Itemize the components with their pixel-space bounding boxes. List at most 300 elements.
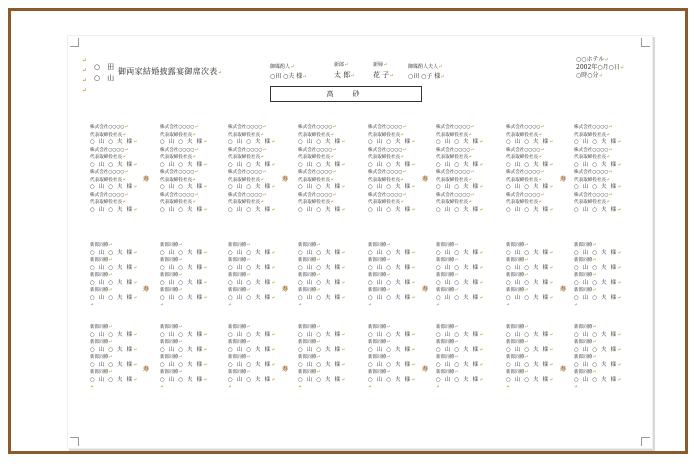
guest-company-text: 株式会社○○○○ [436,192,471,198]
paragraph-mark: ↵ [524,243,529,248]
guest-name-text: ○ 山 ○ 夫 様 [228,376,272,383]
paragraph-mark: ↵ [332,147,337,153]
guest-title [160,154,220,162]
guest-classmate [90,287,150,295]
paragraph-mark: ↵ [262,147,267,153]
guest-title [228,177,288,185]
guest-title [298,132,358,140]
guest-name-text: ○ 山 ○ 夫 様 [228,361,272,368]
paragraph-mark: ↵ [133,207,139,213]
guest-name-text: ○ 山 ○ 夫 様 [574,184,618,190]
guest-classmate-text: 新郎同僚 [90,243,109,248]
paragraph-mark: ↵ [479,265,485,271]
guest-title [436,177,496,185]
kotobuki-mark: 寿 [422,176,429,183]
guest-classmate-text: 新郎同僚 [298,340,317,345]
guest-name-text: ○ 山 ○ 夫 様 [90,346,134,353]
paragraph-mark: ↵ [228,385,232,390]
guest-classmate [298,272,358,280]
guest-title-text: 代表取締役社長 [298,200,331,205]
paragraph-mark: ↵ [549,265,555,271]
guest-name-text: ○ 山 ○ 夫 様 [160,184,204,190]
guest-name [436,162,496,170]
guest-classmate [436,242,496,250]
paragraph-mark: ↵ [246,288,251,293]
guest-title-text: 代表取締役社長 [368,200,401,205]
paragraph-mark: ↵ [524,325,529,330]
guest-name [506,362,566,370]
paragraph-mark: ↵ [592,258,597,263]
guest-name [368,332,428,340]
margin-mark: ↵ [82,67,88,74]
guest-classmate-text: 新郎同僚 [436,370,455,375]
guest-title [90,177,150,185]
guest-name [506,347,566,355]
guest-name-text: ○ 山 ○ 夫 様 [436,331,480,338]
guest-name-text: ○ 山 ○ 夫 様 [574,139,618,145]
guest-classmate-text: 新郎同僚 [160,340,179,345]
guest-name-text: ○ 山 ○ 夫 様 [160,161,204,168]
guest-name [574,280,634,288]
guest-name [298,265,358,273]
table-column [160,324,220,392]
guest-company [90,169,150,177]
guest-classmate [228,272,288,280]
paragraph-mark: ↵ [246,340,251,345]
guest-classmate-text: 新郎同僚 [506,243,525,248]
paragraph-mark: ↵ [604,57,609,63]
margin-marks [82,56,87,96]
paragraph-mark: ↵ [298,385,302,390]
guest-name-text: ○ 山 ○ 夫 様 [298,279,342,286]
paragraph-mark: ↵ [617,347,623,353]
guest-classmate [368,257,428,265]
matchmaker-label: 御媒酌人 [270,64,291,70]
paragraph-mark: ↵ [192,200,196,205]
table-column [506,242,566,310]
guest-company [298,147,358,155]
guest-name-text: ○ 山 ○ 夫 様 [506,346,550,353]
paragraph-mark: ↵ [549,207,555,213]
paragraph-mark: ↵ [479,185,485,190]
guest-title [228,199,288,207]
guest-name [368,162,428,170]
guest-company-text: 株式会社○○○○ [506,170,541,175]
guest-company [574,147,634,155]
guest-name-text: ○ 山 ○ 夫 様 [228,279,272,286]
guest-name-text: ○ 山 ○ 夫 様 [436,184,480,190]
guest-name-text: ○ 山 ○ 夫 様 [368,264,412,271]
head-table-takasago: 高 砂 [270,86,422,102]
guest-title [368,154,428,162]
guest-name-text: ○ 山 ○ 夫 様 [368,139,412,145]
paragraph-mark: ↵ [246,243,251,248]
guest-name-text: ○ 山 ○ 夫 様 [298,161,342,168]
guest-name [228,265,288,273]
guest-company-text: 株式会社○○○○ [368,192,403,198]
guest-name-text: ○ 山 ○ 夫 様 [90,376,134,383]
guest-name-text: ○ 山 ○ 夫 様 [160,249,204,256]
paragraph-mark: ↵ [133,362,139,368]
kotobuki-mark: 寿 [422,286,429,293]
guest-title [368,177,428,185]
guest-name-text: ○ 山 ○ 夫 様 [574,376,618,383]
paragraph-mark: ↵ [468,200,472,205]
paragraph-mark: ↵ [316,273,321,278]
guest-classmate [368,354,428,362]
guest-classmate [160,324,220,332]
guest-name [228,280,288,288]
guest-classmate [436,339,496,347]
paragraph-mark: ↵ [540,125,545,130]
guest-classmate [506,257,566,265]
guest-name [506,207,566,215]
guest-name-text: ○ 山 ○ 夫 様 [228,294,272,301]
paragraph-mark: ↵ [411,280,417,286]
paragraph-mark: ↵ [402,147,407,153]
paragraph-mark: ↵ [368,385,372,390]
guest-name-text: ○ 山 ○ 夫 様 [436,249,480,256]
guest-classmate-text: 新郎同僚 [368,258,387,263]
guest-company-text: 株式会社○○○○ [574,170,609,175]
paragraph-mark: ↵ [341,295,347,301]
guest-title [90,154,150,162]
guest-name [436,347,496,355]
guest-classmate-text: 新郎同僚 [368,243,387,248]
paragraph-mark: ↵ [341,185,347,190]
paragraph-mark: ↵ [203,185,209,190]
guest-classmate-text: 新郎同僚 [90,288,109,293]
guest-name [160,377,220,385]
guest-classmate [90,242,150,250]
guest-classmate [574,339,634,347]
guest-classmate-text: 新郎同僚 [298,355,317,360]
matchmaker-wife-name: ○田 ○子 様 [408,73,441,80]
guest-name [368,347,428,355]
guest-company [298,192,358,200]
guest-classmate [436,369,496,377]
paragraph-mark: ↵ [178,355,183,360]
guest-name [90,295,150,303]
guest-name [160,347,220,355]
paragraph-mark: ↵ [178,370,183,375]
guest-classmate [506,287,566,295]
guest-name-text: ○ 山 ○ 夫 様 [228,346,272,353]
paragraph-mark: ↵ [330,155,334,160]
paragraph-mark: ↵ [438,64,443,70]
guest-classmate [368,242,428,250]
guest-name-text: ○ 山 ○ 夫 様 [228,206,272,213]
venue-hotel: ○○ホテル [576,56,605,63]
guest-name [436,139,496,147]
guest-company [506,147,566,155]
guest-classmate [436,354,496,362]
guest-name [574,250,634,258]
paragraph-mark: ↵ [332,170,337,175]
guest-company [436,192,496,200]
guest-company [160,124,220,132]
guest-title [298,154,358,162]
guest-name-text: ○ 山 ○ 夫 様 [436,376,480,383]
guest-classmate-text: 新郎同僚 [574,273,593,278]
crop-mark-bottom-left [70,437,79,446]
paragraph-mark: ↵ [271,162,277,168]
paragraph-mark: ↵ [122,132,126,138]
guest-classmate [574,272,634,280]
guest-classmate-text: 新郎同僚 [506,340,525,345]
kotobuki-mark: 寿 [282,286,289,293]
guest-title-text: 代表取締役社長 [506,200,539,205]
paragraph-mark: ↵ [316,340,321,345]
paragraph-mark: ↵ [271,207,277,213]
guest-name-text: ○ 山 ○ 夫 様 [368,346,412,353]
paragraph-mark: ↵ [468,132,472,138]
guest-classmate [90,257,150,265]
paragraph-mark: ↵ [316,325,321,330]
paragraph-mark: ↵ [454,258,459,263]
paragraph-mark: ↵ [617,162,623,168]
paragraph-mark: ↵ [524,340,529,345]
paragraph-mark: ↵ [228,303,232,308]
guest-name [160,362,220,370]
paragraph-mark: ↵ [549,377,555,383]
guest-name-text: ○ 山 ○ 夫 様 [160,139,204,145]
margin-mark: ↵ [82,87,88,94]
paragraph-mark: ↵ [260,132,264,138]
guest-classmate-text: 新郎同僚 [90,340,109,345]
guest-classmate [436,324,496,332]
table-column [160,242,220,310]
paragraph-mark: ↵ [108,370,113,375]
guest-name-text: ○ 山 ○ 夫 様 [90,206,134,213]
guest-classmate [298,324,358,332]
guest-company-text: 株式会社○○○○ [368,125,403,130]
venue-date: 2002年○月○日 [576,64,620,71]
paragraph-mark: ↵ [122,155,126,160]
guest-company [228,192,288,200]
guest-company-text: 株式会社○○○○ [160,192,195,198]
paragraph-mark: ↵ [538,200,542,205]
guest-title-text: 代表取締役社長 [506,177,539,183]
guest-name-text: ○ 山 ○ 夫 様 [160,294,204,301]
guest-title-text: 代表取締役社長 [228,200,261,205]
guest-name-text: ○ 山 ○ 夫 様 [574,294,618,301]
guest-title [506,132,566,140]
guest-title-text: 代表取締役社長 [574,132,607,138]
paragraph-mark: ↵ [540,170,545,175]
guest-classmate [506,242,566,250]
paragraph-mark: ↵ [608,192,613,198]
guest-company-text: 株式会社○○○○ [298,192,333,198]
paragraph-mark: ↵ [192,177,196,183]
guest-name [298,377,358,385]
guest-classmate-text: 新郎同僚 [160,288,179,293]
paragraph-mark: ↵ [133,265,139,271]
guest-classmate-text: 新郎同僚 [90,370,109,375]
guest-classmate [298,339,358,347]
guest-classmate-text: 新郎同僚 [436,325,455,330]
guest-company-text: 株式会社○○○○ [574,125,609,130]
guest-name [160,250,220,258]
bride-label: 新婦 [373,62,384,68]
guest-company-text: 株式会社○○○○ [228,170,263,175]
guest-classmate-text: 新郎同僚 [160,325,179,330]
paragraph-mark: ↵ [344,62,349,68]
table-column [574,242,634,310]
paragraph-mark: ↵ [411,377,417,383]
paragraph-mark: ↵ [330,177,334,183]
guest-classmate [436,257,496,265]
table-column [574,124,634,214]
paragraph-mark: ↵ [524,370,529,375]
guest-classmate [228,354,288,362]
matchmaker-wife-label: 御媒酌人夫人 [408,64,439,70]
paragraph-mark: ↵ [262,192,267,198]
paragraph-mark: ↵ [617,280,623,286]
paragraph-mark: ↵ [124,125,129,130]
paragraph-mark: ↵ [608,125,613,130]
guest-classmate-text: 新郎同僚 [574,325,593,330]
guest-title-text: 代表取締役社長 [298,155,331,160]
guest-name [228,362,288,370]
table-column [368,324,428,392]
paragraph-mark: ↵ [506,303,510,308]
paragraph-mark: ↵ [108,340,113,345]
paragraph-mark: ↵ [262,170,267,175]
guest-name-text: ○ 山 ○ 夫 様 [436,361,480,368]
paragraph-mark: ↵ [606,155,610,160]
paragraph-mark: ↵ [271,140,277,145]
paragraph-mark: ↵ [454,340,459,345]
guest-title-text: 代表取締役社長 [506,132,539,138]
guest-title [574,177,634,185]
paragraph-mark: ↵ [316,288,321,293]
guest-classmate [228,257,288,265]
guest-company [160,169,220,177]
paragraph-mark: ↵ [271,280,277,286]
guest-name [90,347,150,355]
margin-mark: ↵ [82,57,88,64]
paragraph-mark: ↵ [549,347,555,353]
paragraph-mark: ↵ [271,265,277,271]
guest-name-text: ○ 山 ○ 夫 様 [160,361,204,368]
paragraph-mark: ↵ [90,385,94,390]
paragraph-mark: ↵ [341,280,347,286]
guest-classmate [90,324,150,332]
paragraph-mark: ↵ [108,288,113,293]
guest-classmate [298,242,358,250]
guest-name-text: ○ 山 ○ 夫 様 [436,294,480,301]
kotobuki-mark: 寿 [422,366,429,373]
guest-name-text: ○ 山 ○ 夫 様 [574,346,618,353]
guest-company [506,124,566,132]
guest-title-text: 代表取締役社長 [574,177,607,183]
guest-classmate [160,257,220,265]
guest-name-text: ○ 山 ○ 夫 様 [506,161,550,168]
paragraph-mark: ↵ [470,125,475,130]
paragraph-mark: ↵ [386,258,391,263]
table-column [90,324,150,392]
guest-classmate [228,339,288,347]
table-column [228,124,288,214]
guest-name [90,362,150,370]
guest-classmate-text: 新郎同僚 [574,243,593,248]
kotobuki-mark: 寿 [560,366,567,373]
guest-title-text: 代表取締役社長 [506,155,539,160]
family-names [94,62,114,84]
guest-name [160,139,220,147]
paragraph-mark: ↵ [402,170,407,175]
guest-company-text: 株式会社○○○○ [228,192,263,198]
guest-name-text: ○ 山 ○ 夫 様 [228,331,272,338]
guest-classmate-text: 新郎同僚 [298,325,317,330]
paragraph-mark: ↵ [470,170,475,175]
paragraph-mark: ↵ [108,355,113,360]
guest-company-text: 株式会社○○○○ [436,147,471,153]
guest-title-text: 代表取締役社長 [368,155,401,160]
guest-name-text: ○ 山 ○ 夫 様 [368,294,412,301]
table-column [90,242,150,310]
guest-classmate-text: 新郎同僚 [574,288,593,293]
guest-title [228,132,288,140]
paragraph-mark: ↵ [332,192,337,198]
guest-name [506,377,566,385]
guest-name [298,250,358,258]
guest-name-text: ○ 山 ○ 夫 様 [298,206,342,213]
guest-classmate-text: 新郎同僚 [368,288,387,293]
guest-name [90,162,150,170]
table-column [90,124,150,214]
guest-name [436,265,496,273]
paragraph-mark: ↵ [271,295,277,301]
guest-name-text: ○ 山 ○ 夫 様 [574,264,618,271]
guest-title-text: 代表取締役社長 [160,177,193,183]
paragraph-mark: ↵ [617,207,623,213]
guest-title-text: 代表取締役社長 [436,132,469,138]
paragraph-mark: ↵ [619,65,624,71]
paragraph-mark: ↵ [194,192,199,198]
guest-name [506,265,566,273]
guest-name [90,250,150,258]
paragraph-mark: ↵ [468,177,472,183]
guest-title-text: 代表取締役社長 [228,177,261,183]
guest-company [368,124,428,132]
guest-classmate-text: 新郎同僚 [90,258,109,263]
guest-name [436,280,496,288]
paragraph-mark: ↵ [178,340,183,345]
guest-classmate-text: 新郎同僚 [298,288,317,293]
guest-title-text: 代表取締役社長 [90,177,123,183]
guest-classmate-text: 新郎同僚 [298,243,317,248]
guest-name [90,139,150,147]
paragraph-mark: ↵ [108,325,113,330]
venue-block [576,56,624,80]
guest-name-text: ○ 山 ○ 夫 様 [436,346,480,353]
paragraph-mark: ↵ [203,347,209,353]
paragraph-mark: ↵ [383,62,388,68]
paragraph-mark: ↵ [549,362,555,368]
guest-classmate-text: 新郎同僚 [90,325,109,330]
paragraph-mark: ↵ [454,273,459,278]
paragraph-mark: ↵ [368,303,372,308]
paragraph-mark: ↵ [133,332,139,338]
crop-mark-top-right [641,38,650,47]
paragraph-mark: ↵ [341,162,347,168]
guest-classmate [90,339,150,347]
guest-classmate [368,324,428,332]
guest-classmate [228,242,288,250]
guest-company-text: 株式会社○○○○ [160,125,195,130]
